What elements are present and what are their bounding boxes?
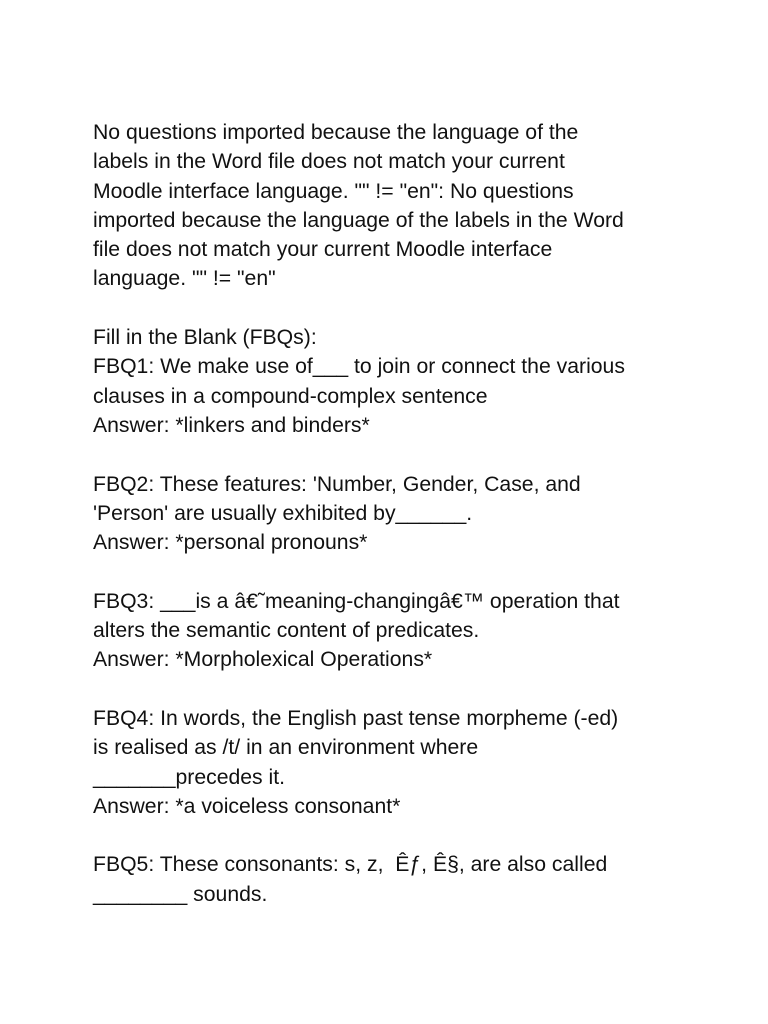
paragraph-gap [93,440,693,469]
fbq1-question-line: FBQ1: We make use of___ to join or connect the various [93,355,625,379]
fbq4-block [93,704,693,821]
import-error-notice [93,118,693,294]
fbq2-block [93,470,693,558]
notice-line: language. "" != "en" [93,267,276,291]
fbq5-block [93,850,693,909]
fbq3-question-line: alters the semantic content of predicates. [93,619,480,643]
notice-line: imported because the language of the labels in the Word [93,208,624,232]
fbq3-block [93,587,693,675]
notice-line: No questions imported because the language of the [93,121,579,144]
notice-line: file does not match your current Moodle interface [93,238,553,262]
fbq3-question-line: FBQ3: ___is a â€˜meaning-changingâ€™ operation that [93,589,620,613]
section-heading: Fill in the Blank (FBQs): [93,326,317,350]
fbq2-question-line: FBQ2: These features: 'Number, Gender, Case, and [93,472,581,496]
paragraph-gap [93,294,693,323]
fbq1-answer: Answer: *linkers and binders* [93,413,370,437]
paragraph-gap [93,821,693,850]
fbq2-question-line: 'Person' are usually exhibited by______. [93,501,473,525]
fbq2-answer: Answer: *personal pronouns* [93,531,368,555]
fbq4-answer: Answer: *a voiceless consonant* [93,794,401,818]
fbq5-question-line: ________ sounds. [93,882,268,906]
fbq4-question-line: FBQ4: In words, the English past tense morpheme (-ed) [93,706,619,730]
document-body [93,118,693,909]
fbq1-question-line: clauses in a compound-complex sentence [93,384,488,408]
fbq1-block [93,352,693,440]
fbq4-question-line: is realised as /t/ in an environment where [93,736,479,760]
notice-line: labels in the Word file does not match your current [93,150,565,174]
fbq3-answer: Answer: *Morpholexical Operations* [93,648,433,672]
paragraph-gap [93,557,693,586]
paragraph-gap [93,675,693,704]
fbq4-question-line: _______precedes it. [93,765,286,789]
notice-line: Moodle interface language. "" != "en": No questions [93,179,574,203]
fbq5-question-line: FBQ5: These consonants: s, z, Êƒ, Ê§, are also called [93,853,608,877]
